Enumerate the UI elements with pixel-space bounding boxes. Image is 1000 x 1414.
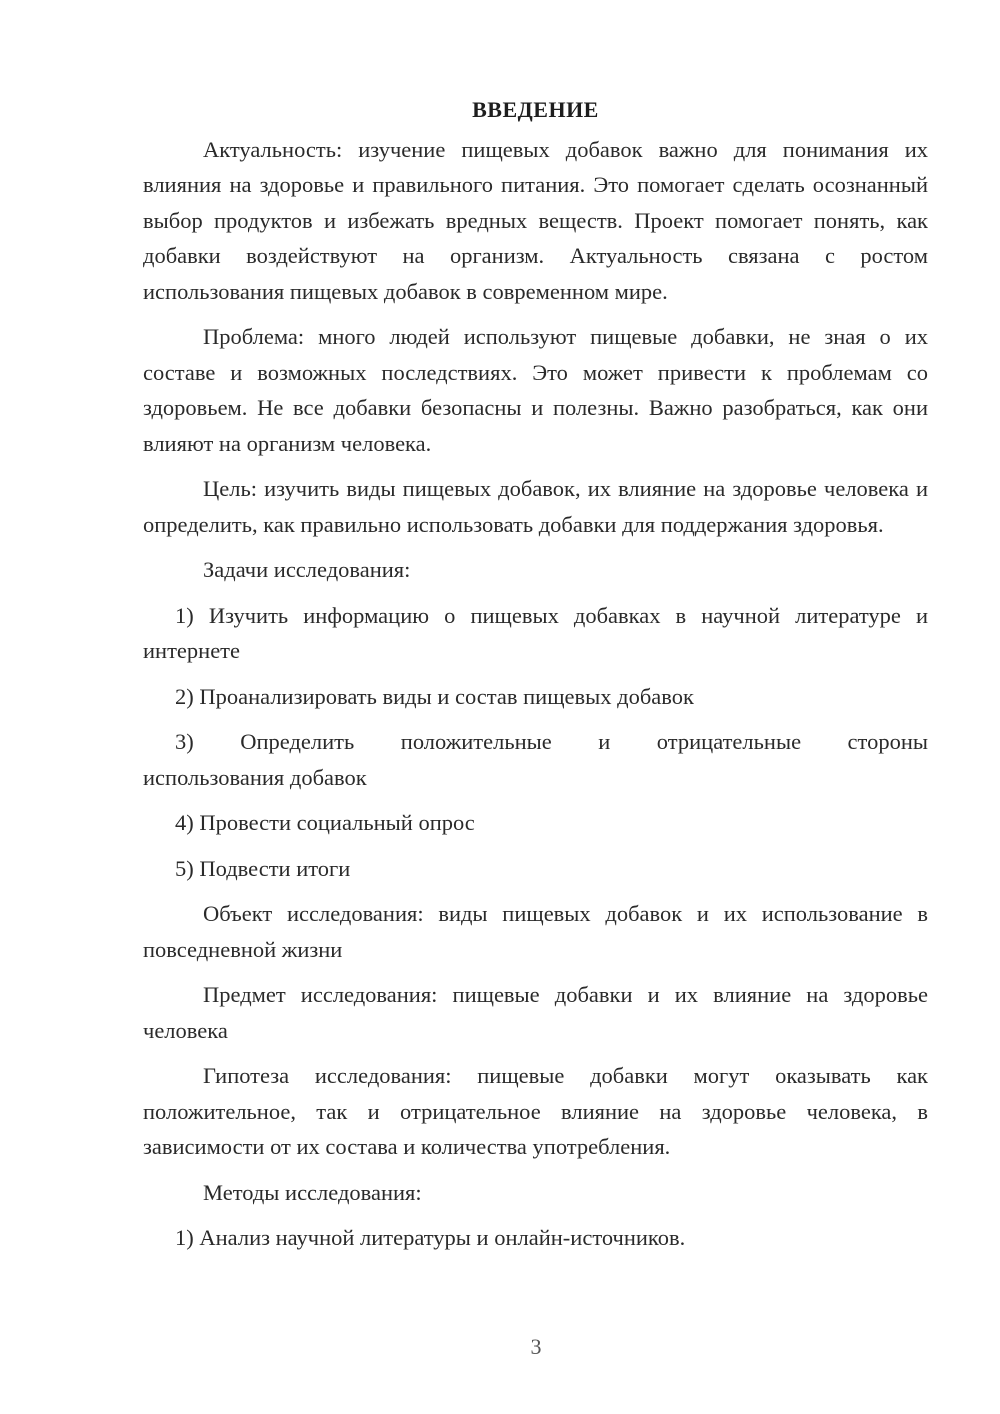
task-item-3-line2: использования добавок xyxy=(143,764,367,790)
page-content xyxy=(143,92,928,1266)
object-paragraph: Объект исследования: виды пищевых добавок и их использование в повседневной жизни xyxy=(143,901,928,962)
hypothesis-paragraph: Гипотеза исследования: пищевые добавки могут оказывать как положительное, так и отрицательное влияние на здоровье человека, в зависимости от их состава и количества употребления. xyxy=(143,1063,928,1159)
subject-paragraph: Предмет исследования: пищевые добавки и их влияние на здоровье человека xyxy=(143,982,928,1043)
task-item-3 xyxy=(143,724,928,795)
problem-paragraph: Проблема: много людей используют пищевые добавки, не зная о их составе и возможных последствиях. Это может привести к проблемам со здоровьем. Не все добавки безопасны и полезны. Важно разобраться, как они влияют на организм человека. xyxy=(143,324,928,456)
task-item-5: 5) Подвести итоги xyxy=(175,855,351,881)
task-item-4: 4) Провести социальный опрос xyxy=(175,810,475,835)
page-title: ВВЕДЕНИЕ xyxy=(472,97,599,122)
task-item-1: 1) Изучить информацию о пищевых добавках в научной литературе и интернете xyxy=(143,602,928,663)
methods-heading: Методы исследования: xyxy=(203,1179,422,1205)
goal-paragraph: Цель: изучить виды пищевых добавок, их влияние на здоровье человека и определить, как правильно использовать добавки для поддержания здоровья. xyxy=(143,476,928,537)
tasks-heading: Задачи исследования: xyxy=(203,557,411,582)
relevance-paragraph: Актуальность: изучение пищевых добавок важно для понимания их влияния на здоровье и правильного питания. Это помогает сделать осознанный выбор продуктов и избежать вредных веществ. Проект помогает понять, как добавки воздействуют на организм. Актуальность связана с ростом использования пищевых добавок в современном мире. xyxy=(143,136,928,304)
task-item-2: 2) Проанализировать виды и состав пищевых добавок xyxy=(175,683,694,709)
method-item-1: 1) Анализ научной литературы и онлайн-источников. xyxy=(175,1225,686,1250)
task-item-3-line1: 3) Определить положительные и отрицательные стороны xyxy=(175,729,928,754)
page-number: 3 xyxy=(530,1334,542,1359)
